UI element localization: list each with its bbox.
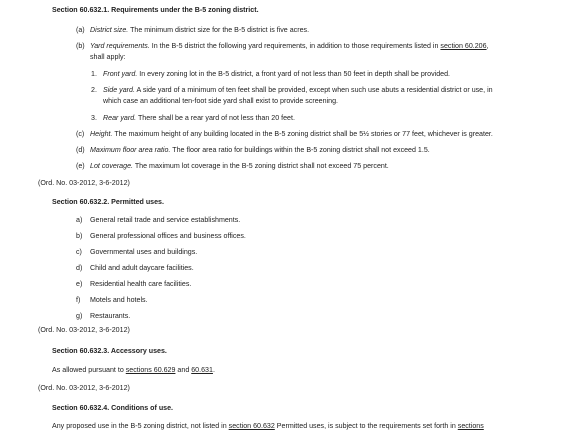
list-marker: d) bbox=[76, 264, 83, 272]
list-item-front-yard bbox=[91, 70, 450, 79]
term-rear-yard: Rear yard. bbox=[103, 114, 137, 122]
list-item-side-yard bbox=[91, 86, 493, 95]
link-sections[interactable]: sections bbox=[457, 422, 484, 430]
list-item bbox=[76, 248, 197, 257]
term-height: Height. bbox=[90, 130, 113, 138]
list-item-text: General professional offices and business offices. bbox=[90, 232, 246, 240]
term-floor-area-ratio: Maximum floor area ratio. bbox=[90, 146, 171, 154]
list-marker: c) bbox=[76, 248, 82, 256]
section-heading-60-632-2: Section 60.632.2. Permitted uses. bbox=[52, 198, 164, 206]
list-marker: a) bbox=[76, 216, 83, 224]
term-side-yard: Side yard. bbox=[103, 86, 135, 94]
list-item-lot-coverage bbox=[76, 162, 389, 171]
ordinance-note: (Ord. No. 03-2012, 3-6-2012) bbox=[38, 179, 130, 187]
list-item-district-size bbox=[76, 26, 309, 35]
text: Permitted uses, is subject to the requirements set forth in bbox=[274, 422, 458, 430]
list-item-rear-yard bbox=[91, 114, 295, 123]
list-item-height bbox=[76, 130, 493, 139]
list-marker: f) bbox=[76, 296, 81, 304]
term-yard-requirements: Yard requirements. bbox=[90, 42, 150, 50]
text: Any proposed use in the B-5 zoning district, not listed in bbox=[52, 422, 229, 430]
text: . bbox=[212, 366, 215, 374]
list-item-text: General retail trade and service establishments. bbox=[90, 216, 241, 224]
ordinance-note: (Ord. No. 03-2012, 3-6-2012) bbox=[38, 384, 130, 392]
list-item-text: Governmental uses and buildings. bbox=[90, 248, 198, 256]
term-lot-coverage: Lot coverage. bbox=[90, 162, 133, 170]
text-yard-requirements: In the B-5 district the following yard requirements, in addition to those requirements listed in bbox=[149, 42, 441, 50]
list-item bbox=[76, 296, 148, 305]
list-marker: (e) bbox=[76, 162, 85, 170]
list-item-text: Child and adult daycare facilities. bbox=[90, 264, 194, 272]
list-marker: 1. bbox=[91, 70, 97, 78]
text-punct: , bbox=[486, 42, 489, 50]
text-side-yard-cont: which case an additional ten-foot side yard shall exist to provide screening. bbox=[103, 97, 339, 105]
list-item bbox=[76, 280, 191, 289]
text-front-yard: In every zoning lot in the B-5 district, a front yard of not less than 50 feet in depth shall be provided. bbox=[137, 70, 451, 78]
text-district-size: The minimum district size for the B-5 district is five acres. bbox=[128, 26, 310, 34]
list-marker: e) bbox=[76, 280, 83, 288]
text-lot-coverage: The maximum lot coverage in the B-5 zoning district shall not exceed 75 percent. bbox=[133, 162, 389, 170]
list-item-text: Motels and hotels. bbox=[90, 296, 148, 304]
paragraph-accessory-uses bbox=[52, 366, 215, 375]
text: As allowed pursuant to bbox=[52, 366, 126, 374]
list-item bbox=[76, 312, 130, 321]
section-heading-60-632-3: Section 60.632.3. Accessory uses. bbox=[52, 347, 167, 355]
link-sections-60-629[interactable]: sections 60.629 bbox=[125, 366, 176, 374]
list-item bbox=[76, 216, 240, 225]
text: and bbox=[175, 366, 192, 374]
text-side-yard: A side yard of a minimum of ten feet shall be provided, except when such use abuts a residential district or use, in bbox=[134, 86, 493, 94]
list-marker: (c) bbox=[76, 130, 85, 138]
text-rear-yard: There shall be a rear yard of not less than 20 feet. bbox=[136, 114, 295, 122]
text-height: The maximum height of any building located in the B-5 zoning district shall be 5½ stories or 77 feet, whichever is greater. bbox=[112, 130, 493, 138]
list-marker: (b) bbox=[76, 42, 85, 50]
list-marker: b) bbox=[76, 232, 83, 240]
list-item-yard-requirements bbox=[76, 42, 489, 51]
list-item-text: Residential health care facilities. bbox=[90, 280, 192, 288]
list-marker: (d) bbox=[76, 146, 85, 154]
list-item-floor-area-ratio bbox=[76, 146, 430, 155]
link-section-60-206[interactable]: section 60.206 bbox=[440, 42, 487, 50]
list-item bbox=[76, 232, 246, 241]
list-marker: (a) bbox=[76, 26, 85, 34]
link-section-60-632[interactable]: section 60.632 bbox=[228, 422, 275, 430]
link-section-60-631[interactable]: 60.631 bbox=[191, 366, 213, 374]
term-district-size: District size. bbox=[90, 26, 129, 34]
text-floor-area-ratio: The floor area ratio for buildings within the B-5 zoning district shall not exceed 1.5. bbox=[170, 146, 430, 154]
list-marker: g) bbox=[76, 312, 83, 320]
list-item bbox=[76, 264, 194, 273]
term-front-yard: Front yard. bbox=[103, 70, 138, 78]
list-item-text: Restaurants. bbox=[90, 312, 131, 320]
paragraph-conditions-of-use bbox=[52, 422, 484, 431]
list-marker: 2. bbox=[91, 86, 97, 94]
ordinance-note: (Ord. No. 03-2012, 3-6-2012) bbox=[38, 326, 130, 334]
section-heading-60-632-4: Section 60.632.4. Conditions of use. bbox=[52, 404, 174, 412]
list-marker: 3. bbox=[91, 114, 97, 122]
text-shall-apply: shall apply: bbox=[90, 53, 126, 61]
section-heading-60-632-1: Section 60.632.1. Requirements under the B-5 zoning district. bbox=[52, 6, 259, 14]
